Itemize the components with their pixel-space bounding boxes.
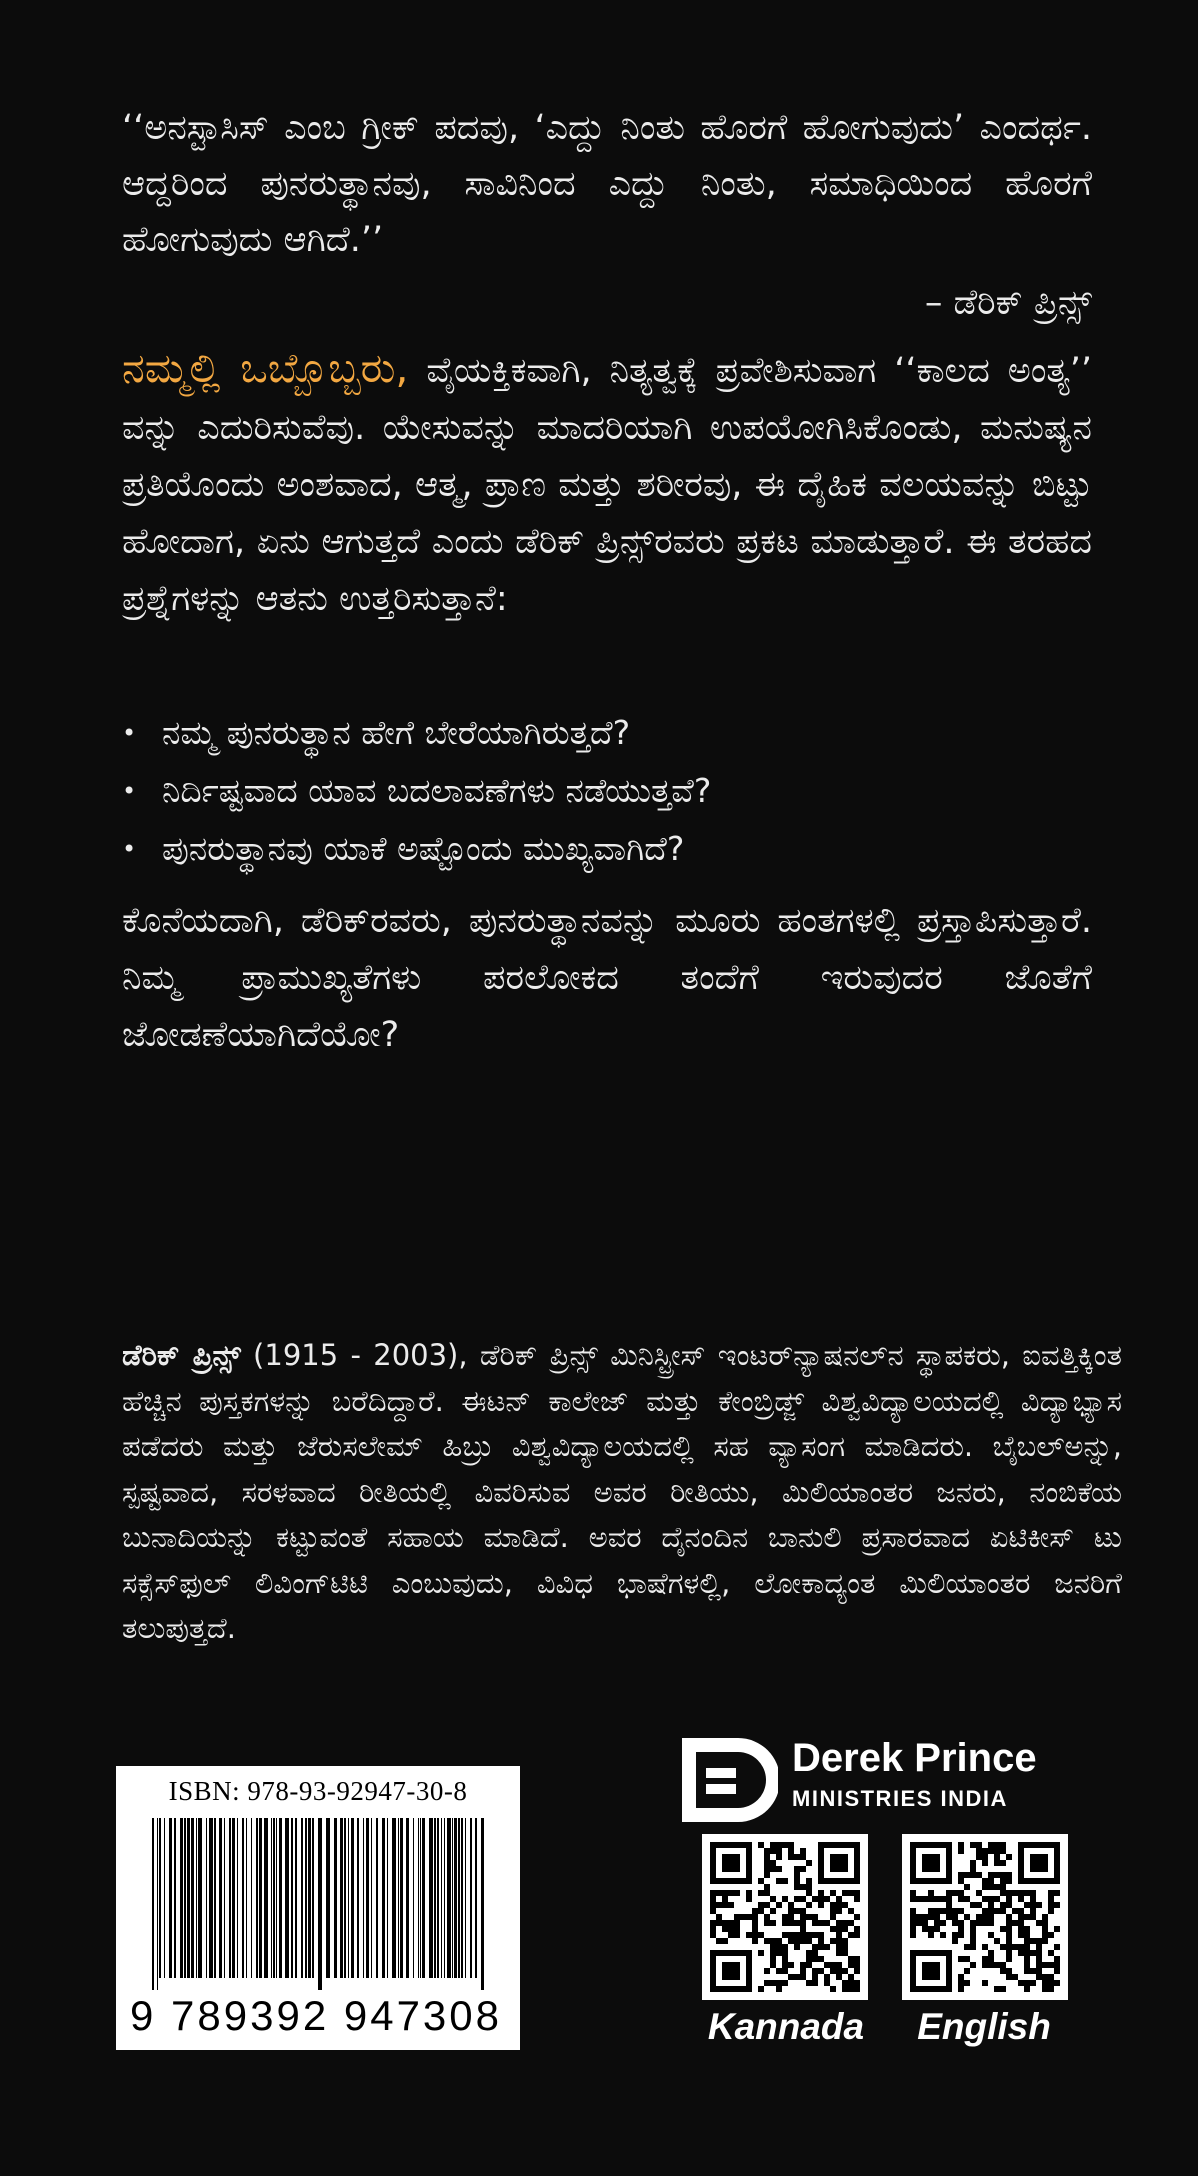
description-highlight: ನಮ್ಮಲ್ಲಿ ಒಬ್ಬೊಬ್ಬರು, bbox=[122, 344, 409, 392]
bullet-icon: • bbox=[122, 777, 137, 805]
barcode-bars bbox=[152, 1818, 484, 1990]
qr-code-english bbox=[902, 1834, 1068, 2000]
question-list bbox=[122, 704, 1092, 878]
dpm-logo-icon bbox=[678, 1730, 778, 1830]
bio-text: (1915 - 2003), ಡೆರಿಕ್ ಪ್ರಿನ್ಸ್ ಮಿನಿಸ್ಟ್ರೀಸ್ ಇಂಟರ್‌ನ್ಯಾಷನಲ್‌ನ ಸ್ಥಾಪಕರು, ಐವತ್ತಿಕ್ಕಿಂತ ಹೆಚ್ಚಿನ ಪುಸ್ತಕಗಳನ್ನು ಬರೆದಿದ್ದಾರೆ. ಈಟನ್ ಕಾಲೇಜ್ ಮತ್ತು ಕೇಂಬ್ರಿಡ್ಜ್ ವಿಶ್ವವಿದ್ಯಾಲಯದಲ್ಲಿ ವಿದ್ಯಾಭ್ಯಾಸ ಪಡೆದರು ಮತ್ತು ಜೆರುಸಲೇಮ್ ಹಿಬ್ರು ವಿಶ್ವವಿದ್ಯಾಲಯದಲ್ಲಿ ಸಹ ವ್ಯಾಸಂಗ ಮಾಡಿದರು. ಬೈಬಲ್‌ಅನ್ನು, ಸ್ಪಷ್ಟವಾದ, ಸರಳವಾದ ರೀತಿಯಲ್ಲಿ ವಿವರಿಸುವ ಅವರ ರೀತಿಯು, ಮಿಲಿಯಾಂತರ ಜನರು, ನಂಬಿಕೆಯ ಬುನಾದಿಯನ್ನು ಕಟ್ಟುವಂತೆ ಸಹಾಯ ಮಾಡಿದೆ. ಅವರ ದೈನಂದಿನ ಬಾನುಲಿ ಪ್ರಸಾರವಾದ ಏಟಿಕೀಸ್ ಟು ಸಕ್ಸೆಸ್‌ಫುಲ್ ಲಿವಿಂಗ್‌ಟಿಟಿ ಎಂಬುವುದು, ವಿವಿಧ ಭಾಷೆಗಳಲ್ಲಿ, ಲೋಕಾದ್ಯಂತ ಮಿಲಿಯಾಂತರ ಜನರಿಗೆ ತಲುಪುತ್ತದೆ. bbox=[122, 1338, 1122, 1645]
qr-code-kannada bbox=[702, 1834, 868, 2000]
qr-code-icon bbox=[910, 1842, 1060, 1992]
author-name: ಡೆರಿಕ್ ಪ್ರಿನ್ಸ್ bbox=[122, 1338, 241, 1372]
quote-text: ‘‘ಅನಸ್ಟಾಸಿಸ್ ಎಂಬ ಗ್ರೀಕ್ ಪದವು, ‘ಎದ್ದು ನಿಂತು ಹೊರಗೆ ಹೋಗುವುದು’ ಎಂದರ್ಥ. ಆದ್ದರಿಂದ ಪುನರುತ್ಥಾನವು, ಸಾವಿನಿಂದ ಎದ್ದು ನಿಂತು, ಸಮಾಧಿಯಿಂದ ಹೊರಗೆ ಹೋಗುವುದು ಆಗಿದೆ.’’ bbox=[122, 108, 1092, 260]
bullet-icon: • bbox=[122, 835, 137, 863]
publisher-name: Derek Prince bbox=[792, 1736, 1037, 1780]
isbn-barcode bbox=[116, 1766, 520, 2050]
qr-label-english: English bbox=[917, 2006, 1051, 2047]
description-text: ವೈಯಕ್ತಿಕವಾಗಿ, ನಿತ್ಯತ್ವಕ್ಕೆ ಪ್ರವೇಶಿಸುವಾಗ ‘‘ಕಾಲದ ಅಂತ್ಯ’’ ವನ್ನು ಎದುರಿಸುವೆವು. ಯೇಸುವನ್ನು ಮಾದರಿಯಾಗಿ ಉಪಯೋಗಿಸಿಕೊಂಡು, ಮನುಷ್ಯನ ಪ್ರತಿಯೊಂದು ಅಂಶವಾದ, ಆತ್ಮ, ಪ್ರಾಣ ಮತ್ತು ಶರೀರವು, ಈ ದೈಹಿಕ ವಲಯವನ್ನು ಬಿಟ್ಟು ಹೋದಾಗ, ಏನು ಆಗುತ್ತದೆ ಎಂದು ಡೆರಿಕ್ ಪ್ರಿನ್ಸ್‌ರವರು ಪ್ರಕಟ ಮಾಡುತ್ತಾರೆ. ಈ ತರಹದ ಪ್ರಶ್ನೆಗಳನ್ನು ಆತನು ಉತ್ತರಿಸುತ್ತಾನೆ: bbox=[122, 351, 1093, 619]
opening-quote bbox=[122, 100, 1092, 268]
list-item: • ನಿರ್ದಿಷ್ಟವಾದ ಯಾವ ಬದಲಾವಣೆಗಳು ನಡೆಯುತ್ತವೆ? bbox=[122, 762, 1092, 820]
author-bio bbox=[122, 1333, 1122, 1652]
list-item: • ನಮ್ಮ ಪುನರುತ್ಥಾನ ಹೇಗೆ ಬೇರೆಯಾಗಿರುತ್ತದೆ? bbox=[122, 704, 1092, 762]
barcode-number: 9 789392 947308 bbox=[130, 1992, 502, 2039]
book-description bbox=[122, 340, 1092, 628]
quote-attribution: – ಡೆರಿಕ್ ಪ್ರಿನ್ಸ್ bbox=[924, 283, 1092, 323]
bullet-icon: • bbox=[122, 719, 137, 747]
isbn-label: ISBN: 978-93-92947-30-8 bbox=[168, 1776, 468, 1806]
qr-label-kannada: Kannada bbox=[707, 2006, 865, 2047]
publisher-logo bbox=[678, 1730, 1098, 1840]
qr-code-icon bbox=[710, 1842, 860, 1992]
conclusion bbox=[122, 893, 1092, 1064]
publisher-subtitle: MINISTRIES INDIA bbox=[792, 1786, 1008, 1811]
list-item: • ಪುನರುತ್ಥಾನವು ಯಾಕೆ ಅಷ್ಟೊಂದು ಮುಖ್ಯವಾಗಿದೆ? bbox=[122, 820, 1092, 878]
conclusion-text: ಕೊನೆಯದಾಗಿ, ಡೆರಿಕ್‌ರವರು, ಪುನರುತ್ಥಾನವನ್ನು ಮೂರು ಹಂತಗಳಲ್ಲಿ ಪ್ರಸ್ತಾಪಿಸುತ್ತಾರೆ. ನಿಮ್ಮ ಪ್ರಾಮುಖ್ಯತೆಗಳು ಪರಲೋಕದ ತಂದೆಗೆ ಇರುವುದರ ಜೊತೆಗೆ ಜೋಡಣೆಯಾಗಿದೆಯೋ? bbox=[122, 901, 1092, 1055]
